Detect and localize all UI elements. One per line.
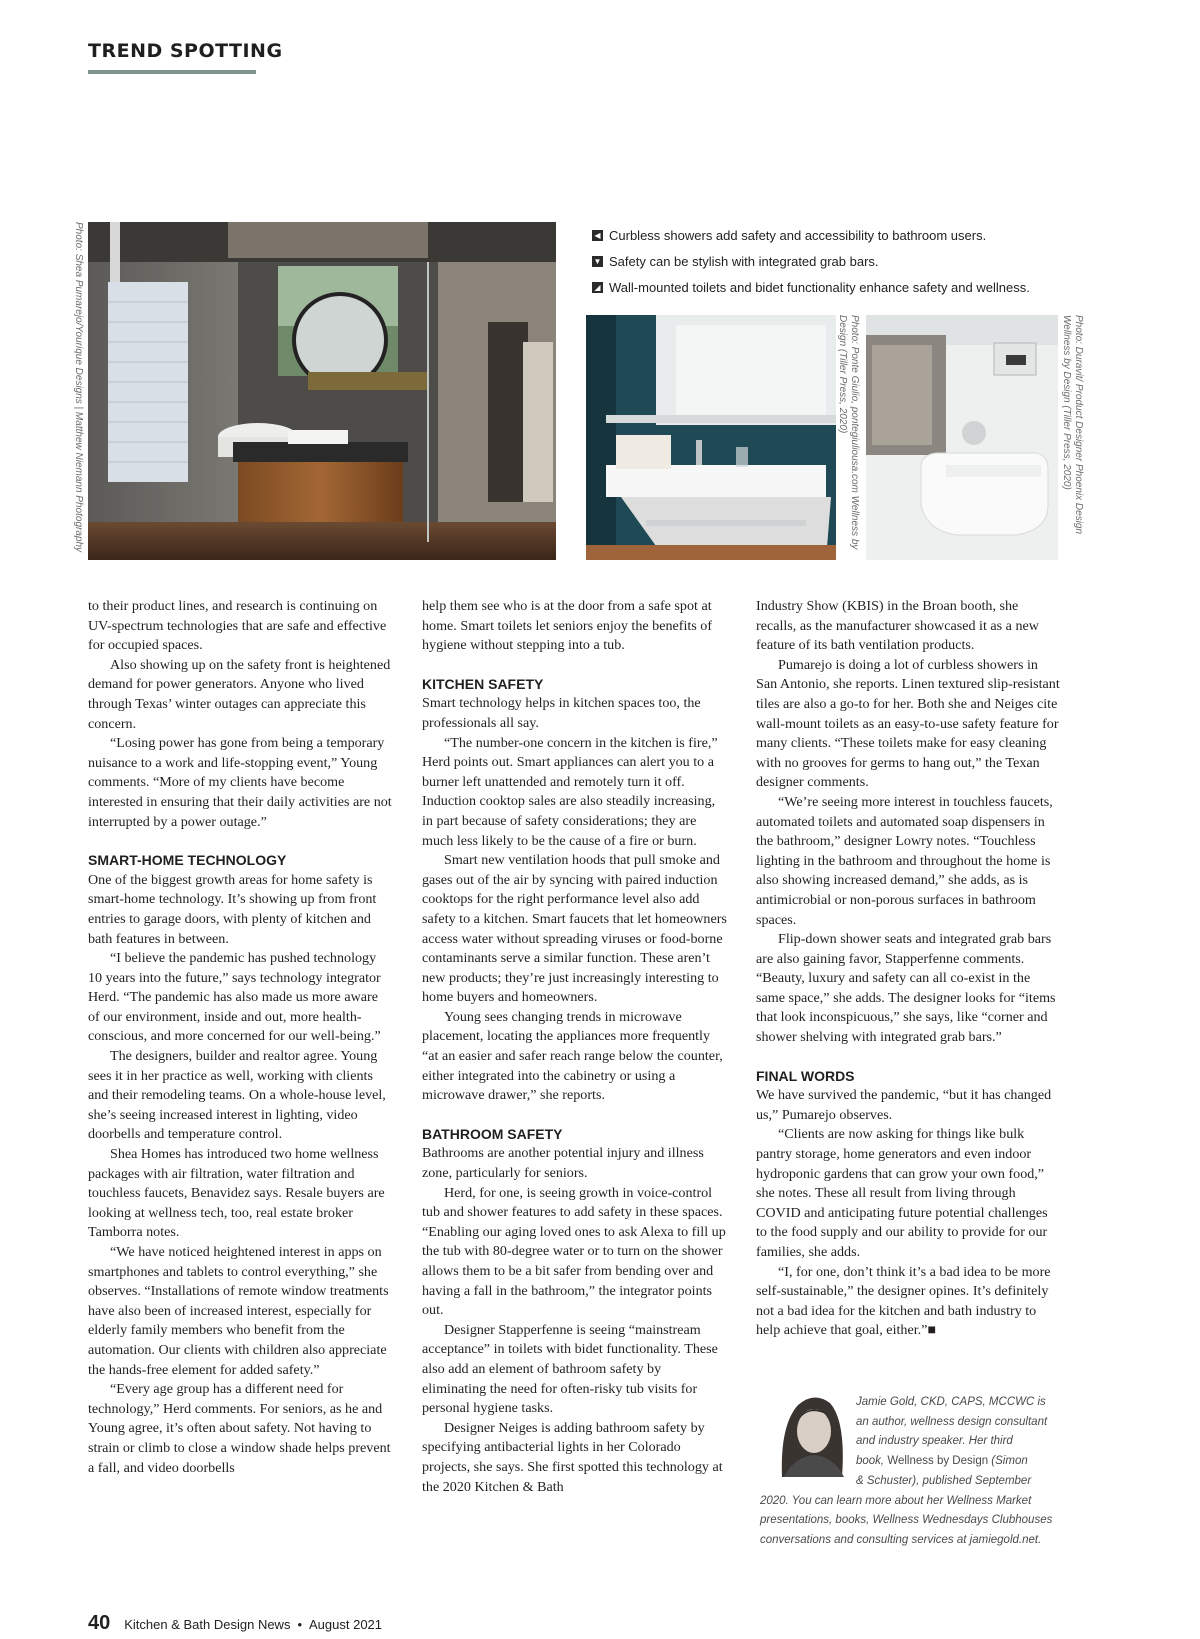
subhead-bathroom-safety: BATHROOM SAFETY: [422, 1125, 563, 1142]
bio-text: (Simon: [988, 1455, 1028, 1468]
paragraph: Herd, for one, is seeing growth in voice-control tub and shower features to add safety in these spaces. “Enabling our aging loved ones to ask Alexa to fill up the tub with 80-degree water or to turn on the shower allows them to be a bit safer from bending over and having a fall in the bathroom,” the integrator points out.: [422, 1184, 726, 1319]
article-column-3: [756, 597, 1061, 1341]
caption-text: Wall-mounted toilets and bidet functionality enhance safety and wellness.: [609, 279, 1030, 295]
caption-text: Curbless showers add safety and accessibility to bathroom users.: [609, 227, 987, 243]
paragraph: to their product lines, and research is continuing on UV-spectrum technologies that are safe and effective for occupied spaces.: [88, 598, 387, 654]
paragraph: Industry Show (KBIS) in the Broan booth, she recalls, as the manufacturer showcased it as a new feature of its bath ventilation products.: [756, 598, 1039, 654]
paragraph: “Losing power has gone from being a temporary nuisance to a work and life-stopping event,” Young comments. “More of my clients have become interested in ensuring that their daily activities are not interrupted by a power outage.”: [88, 735, 392, 830]
caption-text: Safety can be stylish with integrated grab bars.: [609, 253, 879, 269]
paragraph: Young sees changing trends in microwave placement, locating the appliances more frequently “at an easier and safer reach range below the counter, either integrated into the cabinetry or using a microwave drawer,” she reports.: [422, 1008, 723, 1104]
bio-line: and industry speaker. Her third: [856, 1435, 1013, 1448]
photo-curbless-bathroom: [88, 222, 556, 560]
bio-line: presentations, books, Wellness Wednesdays Clubhouses: [760, 1514, 1053, 1527]
bio-line: & Schuster), published September: [856, 1474, 1032, 1487]
publication-name: Kitchen & Bath Design News: [124, 1617, 291, 1632]
paragraph: “The number-one concern in the kitchen is fire,” Herd points out. Smart appliances can alert you to a burner left unattended and remotely turn it off. Induction cooktop sales are also steadily increasing, in part because of safety considerations; they are much less likely to be the cause of a fire or burn.: [422, 734, 718, 849]
photo2-credit: Photo: Ponte Giulio, pontegiuliousa.com Wellness by Design (Tiller Press, 2020): [837, 315, 860, 550]
subhead-smart-home: SMART-HOME TECHNOLOGY: [88, 852, 287, 869]
paragraph: The designers, builder and realtor agree. Young sees it in her practice as well, working with clients and their remodeling teams. On a whole-house level, she’s seeing increased interest in lighting, video doorbells and temperature control.: [88, 1048, 386, 1143]
photo1-credit: Photo: Shea Pumarejo/Yourique Designs | Matthew Niemann Photography: [73, 222, 84, 553]
photo-sink-grab-bar: [586, 315, 836, 560]
paragraph: “I believe the pandemic has pushed technology 10 years into the future,” says technology integrator Herd. “The pandemic has also made us more aware of our environment, inside and out, more health-conscious, and more concerned for our well-being.”: [88, 950, 381, 1045]
paragraph: One of the biggest growth areas for home safety is smart-home technology. It’s showing up from front entries to garage doors, with plenty of kitchen and bath features in between.: [88, 871, 377, 947]
arrow-left-icon: ◀: [592, 230, 603, 241]
paragraph: Designer Neiges is adding bathroom safety by specifying antibacterial lights in her Colorado projects, she says. She first spotted this technology at the 2020 Kitchen & Bath: [422, 1419, 723, 1495]
paragraph: Also showing up on the safety front is heightened demand for power generators. Anyone who lived through Texas’ winter outages can appreciate this concern.: [88, 656, 391, 732]
bio-line: conversations and consulting services at jamiegold.net.: [760, 1533, 1042, 1546]
bio-line: Jamie Gold, CKD, CAPS, MCCWC is: [856, 1396, 1046, 1408]
caption-item: [592, 248, 1030, 274]
arrow-down-right-icon: ◢: [592, 282, 603, 293]
paragraph: “Clients are now asking for things like bulk pantry storage, home generators and even indoor hydroponic gardens that can grow your own food,” she notes. These all result from living through COVID and anticipating future potential challenges to the food supply and our ability to provide for our families, she adds.: [756, 1126, 1048, 1260]
paragraph: “We have noticed heightened interest in apps on smartphones and tablets to control everything,” she observes. “Installations of remote window treatments have also been of increased interest, especially for elderly family members who benefit from the automation. Our clients with children also appreciate the hands-free element for added safety.”: [88, 1244, 389, 1378]
paragraph: Shea Homes has introduced two home wellness packages with air filtration, water filtration and touchless faucets, Benavidez says. Resale buyers are looking at wellness tech, too, real estate broker Tamborra notes.: [88, 1146, 385, 1241]
subhead-final-words: FINAL WORDS: [756, 1067, 855, 1084]
article-column-1: [88, 597, 393, 1478]
paragraph: “Every age group has a different need for technology,” Herd comments. For seniors, as he and Young agree, it’s often about safety. Not having to strain or climb to close a window shade helps prevent a fall, and video doorbells: [88, 1381, 391, 1476]
paragraph: Flip-down shower seats and integrated grab bars are also gaining favor, Stapperfenne comments. “Beauty, luxury and safety can all co-exist in the same space,” she adds. The designer looks for “items that look inconspicuous,” she says, like “corner and shower shelving with integrated grab bars.”: [756, 931, 1056, 1046]
author-bio: [760, 1393, 1060, 1551]
photo-wall-toilet: [866, 315, 1058, 560]
paragraph: help them see who is at the door from a safe spot at home. Smart toilets let seniors enjoy the benefits of hygiene without stepping into a tub.: [422, 598, 713, 654]
bio-line: 2020. You can learn more about her Wellness Market: [760, 1494, 1032, 1507]
bio-line: [760, 1452, 1060, 1472]
footer-separator: •: [297, 1617, 303, 1632]
paragraph: We have survived the pandemic, “but it has changed us,” Pumarejo observes.: [756, 1087, 1052, 1123]
paragraph-text: “I, for one, don’t think it’s a bad idea to be more self-sustainable,” the designer opines. It’s definitely not a bad idea for the kitchen and bath industry to help achieve that goal, either.”: [756, 1263, 1051, 1339]
photo3-credit: Photo: Duravit/ Product Designer Phoenix Design Wellness by Design (Tiller Press, 2020): [1061, 315, 1084, 535]
section-title: TREND SPOTTING: [88, 40, 283, 62]
issue-date: August 2021: [309, 1617, 383, 1632]
book-title: Wellness by Design: [887, 1455, 989, 1468]
paragraph: [756, 1263, 1061, 1341]
end-mark-icon: ■: [927, 1322, 936, 1339]
paragraph: Smart new ventilation hoods that pull smoke and gases out of the air by syncing with paired induction cooktops for the right performance level also add safety to a kitchen. Smart faucets that let homeowners access water without spreading viruses or food-borne contaminants serve a similar function. These aren’t new products; they’re just increasingly interesting to home buyers and homeowners.: [422, 852, 727, 1006]
subhead-kitchen-safety: KITCHEN SAFETY: [422, 675, 544, 692]
arrow-down-icon: ▼: [593, 256, 602, 266]
section-title-underline: [88, 70, 256, 74]
photo-captions: [592, 222, 1030, 300]
paragraph: Designer Stapperfenne is seeing “mainstream acceptance” in toilets with bidet functionality. These also add an element of bathroom safety by eliminating the need for often-risky tub visits for personal hygiene tasks.: [422, 1321, 718, 1417]
caption-item: [592, 274, 1030, 300]
bio-line: an author, wellness design consultant: [856, 1415, 1048, 1428]
paragraph: “We’re seeing more interest in touchless faucets, automated toilets and automated soap dispensers in the bathroom,” designer Lowry notes. “Touchless lighting in the bathroom and throughout the home is also showing increased demand,” she adds, as is antimicrobial or non-porous surfaces in bathroom spaces.: [756, 793, 1053, 928]
paragraph: Smart technology helps in kitchen spaces too, the professionals all say.: [422, 695, 701, 731]
page-footer: [88, 1612, 382, 1635]
article-column-2: [422, 597, 727, 1497]
caption-item: [592, 222, 1030, 248]
page-number: 40: [88, 1612, 111, 1634]
paragraph: Pumarejo is doing a lot of curbless showers in San Antonio, she reports. Linen textured slip-resistant tiles are also a go-to for her. Both she and Neiges cite wall-mount toilets as an easy-to-use safety feature for many clients. “These toilets make for easy cleaning with no grooves for germs to hang out,” the Texan designer comments.: [756, 656, 1060, 791]
bio-text: book,: [856, 1455, 888, 1468]
paragraph: Bathrooms are another potential injury and illness zone, particularly for seniors.: [422, 1145, 704, 1182]
